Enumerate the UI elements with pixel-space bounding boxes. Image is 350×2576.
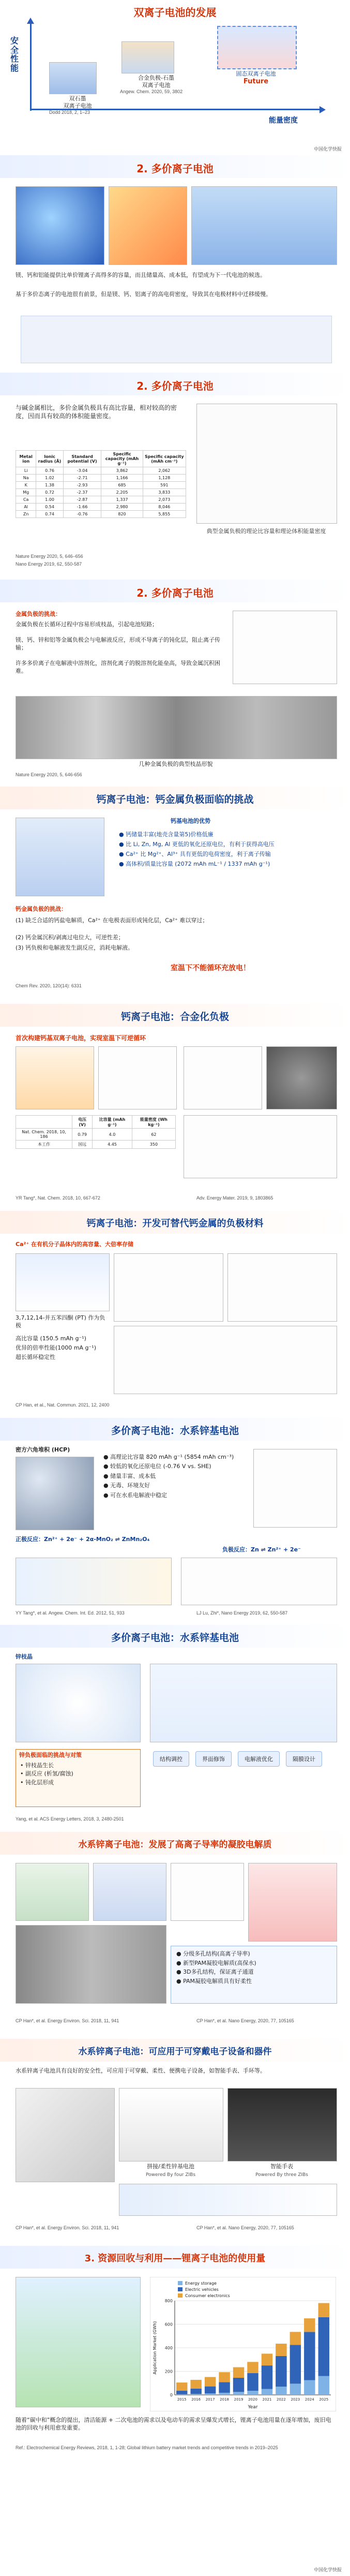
slide-title: 钙离子电池：钙金属负极面临的挑战 — [96, 794, 254, 805]
application-illustration — [191, 186, 337, 265]
y-axis-arrow — [27, 18, 34, 24]
reaction-mechanism — [16, 1558, 172, 1605]
bullet-1: 随着“碳中和”概念的提出，清洁能源 + 二次电池的需求以及电动车的需求呈爆发式增长，锂离子电池用量在逐年增加，废旧电池的回收与利用愈发重要。 — [16, 2417, 331, 2431]
slide-9 — [0, 1625, 350, 1832]
slide-2 — [0, 155, 350, 373]
advantage-item: ● 比 Li, Zn, Mg, Al 更低的氧化还原电位，有利于获得高电压 — [119, 840, 275, 848]
table-cell: -2.71 — [63, 475, 101, 482]
slide-title: 水系锌离子电池：发展了高离子导率的凝胶电解质 — [78, 1840, 272, 1850]
slide12-footer: 中国化学快报 — [313, 2568, 342, 2573]
smart-watch-photo — [227, 2088, 337, 2162]
x-tick-label: 2018 — [220, 2397, 230, 2402]
table-row — [16, 511, 186, 518]
zinc-properties — [103, 1452, 243, 1501]
y-axis-line — [30, 23, 32, 111]
xrd-chart — [184, 1046, 262, 1109]
ref-1: CP Han*, et al. Energy Environ. Sci. 2018, 11, 941 — [16, 2225, 119, 2230]
gel-point: ● PAM凝胶电解质具有好柔性 — [176, 1977, 252, 1985]
table-cell: 4.0 — [93, 1129, 132, 1141]
x-tick-label: 2025 — [319, 2397, 329, 2402]
box2-title: 合金负极-石墨 — [138, 75, 174, 81]
challenge-2: (2) 钙金属沉积/剥离过电位大，可逆性差； — [16, 934, 124, 941]
table-body — [16, 467, 186, 518]
gel-point: ● 分级多孔结构(高离子导率) — [176, 1950, 250, 1957]
conclusion: 室温下不能循环充放电！ — [171, 964, 250, 972]
property-item: ● 储量丰富、成本低 — [103, 1472, 156, 1479]
dendrite-sem-images — [16, 696, 337, 759]
bar-energy-storage — [219, 2393, 230, 2395]
heading: 首次构建钙基双离子电池，实现室温下可逆循环 — [16, 1034, 146, 1042]
x-tick-label: 2017 — [205, 2397, 215, 2402]
slide-10 — [0, 1832, 350, 2039]
gel-point: ● 新型PAM凝胶电解质(高保水) — [176, 1959, 256, 1966]
strategy-item: 界面修饰 — [195, 1751, 232, 1767]
caption-1: 拼接/柔性锌基电池 — [147, 2163, 194, 2170]
strategy-item: 电解液优化 — [238, 1751, 280, 1767]
bar-energy-storage — [233, 2392, 244, 2395]
table-cell: Li — [16, 467, 36, 475]
box3-title: 固态双离子电池 — [236, 70, 276, 77]
bar-electric-vehicles — [290, 2345, 301, 2383]
challenge-item: • 锌枝晶生长 — [20, 1761, 54, 1769]
table-cell: Nat. Chem. 2018, 10, 186 — [16, 1129, 72, 1141]
box1-ref: Dodd 2018, 2, 1–23 — [49, 110, 90, 115]
property-item: ● 高理论比容量 820 mAh g⁻¹ (5854 mAh cm⁻³) — [103, 1454, 234, 1460]
table-header-cell: 电压 (V) — [72, 1116, 93, 1129]
bar-electric-vehicles — [233, 2378, 244, 2392]
table-header-cell: 比容量 (mAh g⁻¹) — [93, 1116, 132, 1129]
bar-electric-vehicles — [318, 2317, 329, 2376]
dendrite-schematic — [150, 1664, 337, 1742]
table-cell: 62 — [132, 1129, 175, 1141]
bar-consumer-electronics — [262, 2353, 272, 2365]
positive-equation: 正极反应：Zn²⁺ + 2e⁻ + 2α-MnO₂ ⇌ ZnMn₂O₄ — [16, 1536, 150, 1543]
ref-2: CP Han*, et al. Nano Energy, 2020, 77, 105165 — [196, 2018, 294, 2023]
zinc-comparison-chart — [253, 1449, 337, 1528]
table-cell: 3,833 — [143, 489, 186, 496]
table-cell: 0.76 — [36, 467, 63, 475]
cycling-chart — [184, 1115, 337, 1178]
table-header-cell: Specific capacity (mAh g⁻¹) — [101, 451, 143, 467]
strategy-item: 隔膜设计 — [286, 1751, 322, 1767]
molecule-illustration — [16, 1253, 110, 1311]
advantage-item: ● 钙储量丰富(地壳含量第5)价格低廉 — [119, 831, 214, 838]
bar-consumer-electronics — [290, 2332, 301, 2345]
bar-electric-vehicles — [219, 2382, 230, 2392]
slide-3 — [0, 373, 350, 580]
slide-title: 多价离子电池：水系锌基电池 — [111, 1425, 239, 1437]
dual-ion-schematic — [16, 1046, 94, 1109]
box-title: 锌负极面临的挑战与对策 — [19, 1752, 82, 1758]
bar-energy-storage — [304, 2380, 315, 2395]
ref: Chem Rev. 2020, 120(14): 6331 — [16, 983, 82, 988]
radar-chart — [181, 1558, 337, 1605]
bar-energy-storage — [290, 2383, 301, 2395]
x-axis-label: 能量密度 — [269, 116, 298, 125]
x-tick-label: 2021 — [262, 2397, 272, 2402]
table-cell: K — [16, 482, 36, 489]
note-2: 高比容量 (150.5 mAh g⁻¹) — [16, 1335, 86, 1342]
gel-point: ● 3D多孔结构，保证离子通道 — [176, 1968, 254, 1976]
capacity-bar-chart — [196, 404, 337, 524]
slide-title: 2. 多价离子电池 — [136, 587, 214, 599]
challenge-item: • 副反应 (析氢/腐蚀) — [20, 1770, 73, 1778]
table-cell: 国远 — [72, 1141, 93, 1149]
conductivity-chart — [171, 1863, 244, 1921]
bar-consumer-electronics — [190, 2380, 201, 2389]
table-cell: 685 — [101, 482, 143, 489]
slide-title: 3. 资源回收与利用——锂离子电池的使用量 — [84, 2253, 266, 2264]
caption-4: Powered By three ZIBs — [255, 2172, 308, 2178]
chart-note: 典型金属负极的理论比容量和理论体积能量密度 — [206, 528, 326, 535]
calcium-cell-illustration — [16, 818, 104, 896]
table-cell: -3.04 — [63, 467, 101, 475]
table-cell: 2,980 — [101, 504, 143, 511]
table-header-cell: 能量密度 (Wh kg⁻¹) — [132, 1116, 175, 1129]
bar-consumer-electronics — [318, 2303, 329, 2317]
slide-title: 水系锌离子电池：可应用于可穿戴电子设备和器件 — [78, 2047, 272, 2057]
legend-label: Energy storage — [185, 2281, 217, 2286]
sem-image — [266, 1046, 337, 1109]
table-header-cell: Metal ion — [16, 451, 36, 467]
ion-strip — [21, 316, 332, 363]
slide-title: 钙离子电池：合金化负极 — [120, 1011, 229, 1023]
bar-consumer-electronics — [176, 2382, 187, 2391]
table-cell: 1,166 — [101, 475, 143, 482]
note-4: 超长循环稳定性 — [16, 1354, 55, 1360]
ref-1: CP Han*, et al. Energy Environ. Sci. 2018, 11, 941 — [16, 2018, 119, 2023]
y-axis-label: Application Market (GWh) — [153, 2321, 157, 2375]
slide-title: 2. 多价离子电池 — [136, 380, 214, 392]
y-tick-label: 200 — [164, 2369, 173, 2374]
bar-electric-vehicles — [205, 2387, 216, 2394]
table-row — [16, 467, 186, 475]
table-cell: 0.79 — [72, 1129, 93, 1141]
dual-graphite-illustration — [49, 62, 97, 94]
metal-table — [16, 450, 186, 518]
table-cell: Na — [16, 475, 36, 482]
challenge-box — [16, 1749, 141, 1807]
table-cell: 2,205 — [101, 489, 143, 496]
bar-energy-storage — [318, 2376, 329, 2395]
table-header-row — [16, 451, 186, 467]
heading: 金属负极的挑战： — [16, 611, 61, 617]
bullet-1: 水系锌离子电池具有良好的安全性，可应用于可穿戴、柔性、便携电子设备，如智能手表、手环等。 — [16, 2067, 266, 2074]
slide-title: 2. 多价离子电池 — [136, 162, 214, 175]
property-item: ● 较低的氧化还原电位 (-0.76 V vs. SHE) — [103, 1463, 211, 1470]
note-1: 3,7,12,14-并五苯四酮 (PT) 作为负极 — [16, 1314, 105, 1329]
negative-equation: 负极反应：Zn ⇌ Zn²⁺ + 2e⁻ — [222, 1546, 301, 1553]
structure-label: 密方六角堆积 (HCP) — [16, 1446, 70, 1453]
x-tick-label: 2024 — [305, 2397, 314, 2402]
challenge-1: (1) 缺乏合适的钙盐电解质，Ca²⁺ 在电极表面形成钝化层，Ca²⁺ 难以穿过； — [16, 917, 208, 924]
challenge-wheel — [16, 1664, 141, 1742]
slide-12 — [0, 2246, 350, 2576]
bar-comparison-chart — [248, 1863, 337, 1942]
heading-1: 锌枝晶 — [16, 1653, 33, 1660]
box2-ref: Angew. Chem. 2020, 59, 3802 — [120, 89, 183, 94]
table-cell: 2,073 — [143, 496, 186, 504]
legend-swatch — [178, 2281, 182, 2285]
table-cell: 5,855 — [143, 511, 186, 518]
table-row — [16, 482, 186, 489]
advantage-item: ● Ca²⁺ 比 Mg²⁺、Al³⁺ 具有更低的电荷密度，利于离子传输 — [119, 850, 271, 857]
bar-energy-storage — [262, 2389, 272, 2395]
ref-1: YY Tang*, et al. Angew. Chem. Int. Ed. 2012, 51, 933 — [16, 1610, 125, 1616]
ref-2: CP Han*, et al. Nano Energy, 2020, 77, 105165 — [196, 2225, 294, 2230]
table-cell: -2.93 — [63, 482, 101, 489]
bar-consumer-electronics — [247, 2362, 258, 2373]
slide-title: 多价离子电池：水系锌基电池 — [111, 1632, 239, 1644]
x-tick-label: 2016 — [191, 2397, 201, 2402]
ref-2: LJ Lu, Zhi*, Nano Energy 2019, 62, 550-587 — [196, 1610, 288, 1616]
bar-electric-vehicles — [276, 2356, 286, 2387]
ref-1: Nature Energy 2020, 5, 646–656 — [16, 554, 83, 559]
bar-energy-storage — [276, 2387, 286, 2395]
table-body — [16, 1129, 176, 1149]
caption-2: 智能手表 — [270, 2163, 293, 2170]
y-axis-label: 安全性能 — [10, 36, 19, 73]
bullet-3: 许多多价离子在电解液中溶剂化，溶剂化离子的脱溶剂化能垒高，导致金属沉积困难。 — [16, 660, 220, 674]
table-cell: 1.38 — [36, 482, 63, 489]
table-cell: -1.66 — [63, 504, 101, 511]
table-cell: 1.02 — [36, 475, 63, 482]
slide-7 — [0, 1211, 350, 1418]
table-header-cell — [16, 1116, 72, 1129]
x-tick-label: 2015 — [177, 2397, 187, 2402]
ref-2: Nano Energy 2019, 62, 550-587 — [16, 561, 82, 567]
bar-energy-storage — [247, 2391, 258, 2395]
bar-electric-vehicles — [176, 2391, 187, 2394]
legend-swatch — [178, 2293, 182, 2298]
x-tick-label: 2022 — [276, 2397, 286, 2402]
box1-title: 双石墨 — [69, 95, 86, 102]
advantage-item: ● 高体积/质量比容量 (2072 mAh mL⁻¹ / 1337 mAh g⁻¹) — [119, 860, 270, 867]
charge-discharge-chart — [114, 1253, 223, 1322]
bullet-2: 镁、钙、锌和铝等金属负极会与电解液反应，形成不导离子的钝化层，阻止离子传输； — [16, 636, 220, 651]
slide1-footer: 中国化学快报 — [313, 147, 342, 152]
ref: CP Han, et al., Nat. Commun. 2021, 12, 2400 — [16, 1402, 110, 1408]
table-cell: Zn — [16, 511, 36, 518]
x-tick-label: 2019 — [234, 2397, 244, 2402]
bar-energy-storage — [190, 2394, 201, 2395]
table-row — [16, 1129, 176, 1141]
table-header-cell: Specific capacity (mAh cm⁻³) — [143, 451, 186, 467]
ref: Nature Energy 2020, 5, 646-656 — [16, 772, 82, 777]
property-item: ● 可在水系电解液中稳定 — [103, 1491, 168, 1499]
x-axis-arrow — [319, 106, 326, 113]
y-tick-label: 400 — [164, 2346, 173, 2350]
table-cell: 1,337 — [101, 496, 143, 504]
flexible-battery-photo — [16, 2088, 115, 2182]
porous-sem-images — [16, 1925, 166, 2004]
slide-title: 钙离子电池：开发可替代钙金属的负极材料 — [86, 1218, 264, 1229]
bar-energy-storage — [205, 2393, 216, 2395]
table-cell: -0.76 — [63, 511, 101, 518]
gel-photo — [16, 1863, 89, 1921]
solid-state-illustration — [217, 26, 297, 69]
device-strip — [119, 2184, 337, 2216]
table-row — [16, 475, 186, 482]
bar-electric-vehicles — [247, 2373, 258, 2391]
table-cell: 本工作 — [16, 1141, 72, 1149]
y-tick-label: 0 — [170, 2393, 173, 2397]
bar-electric-vehicles — [304, 2332, 315, 2380]
table-cell: 591 — [143, 482, 186, 489]
y-tick-label: 800 — [164, 2299, 173, 2303]
y-tick-label: 600 — [164, 2322, 173, 2327]
market-bar-chart — [150, 2277, 336, 2411]
challenge-item: • 钝化层形成 — [20, 1779, 54, 1786]
bullet-1: 与碱金属相比，多价金属负极具有高比容量，相对较高的密度，因而具有较高的体积能量密度。 — [16, 404, 177, 420]
table-row — [16, 496, 186, 504]
comparison-table — [16, 1115, 176, 1149]
slide-8 — [0, 1418, 350, 1625]
table-cell: Mg — [16, 489, 36, 496]
gel-points — [171, 1946, 337, 1989]
table-row — [16, 1141, 176, 1149]
ref: Ref.: Electrochemical Energy Reviews, 2018, 1, 1-28; Global lithium battery market trends and competitive trends in 2019–2025 — [16, 2445, 278, 2450]
table-row — [16, 489, 186, 496]
bar-consumer-electronics — [205, 2377, 216, 2386]
table-cell: 8,046 — [143, 504, 186, 511]
table-cell: Ca — [16, 496, 36, 504]
advantage-list — [119, 829, 336, 870]
table-cell: 0.54 — [36, 504, 63, 511]
caption-3: Powered By four ZIBs — [145, 2172, 196, 2178]
property-item: ● 无毒、环境友好 — [103, 1482, 150, 1489]
table-cell: 1.00 — [36, 496, 63, 504]
spliced-battery-photo — [119, 2088, 223, 2162]
bullet-1: 镁、钙和铝能提供比单价锂离子高得多的容量，而且储量高、成本低，有望成为下一代电池的候选。 — [16, 272, 266, 278]
bar-electric-vehicles — [190, 2389, 201, 2394]
slide-11 — [0, 2039, 350, 2246]
slide-4 — [0, 580, 350, 787]
bar-electric-vehicles — [262, 2365, 272, 2389]
table-cell: 350 — [132, 1141, 175, 1149]
bullet-1: 金属负极在长循环过程中容易形成枝晶，引起电池短路； — [16, 621, 158, 628]
table-row — [16, 504, 186, 511]
table-cell: -2.37 — [63, 489, 101, 496]
table-header-cell: Standard potential (V) — [63, 451, 101, 467]
legend-label: Electric vehicles — [185, 2287, 219, 2292]
battery-illustration — [109, 186, 187, 265]
ion-illustration — [16, 186, 104, 265]
challenge-title: 钙金属负极的挑战： — [16, 906, 67, 912]
table-cell: Al — [16, 504, 36, 511]
gel-network — [93, 1863, 166, 1921]
x-axis-label: Year — [248, 2405, 258, 2410]
alloy-graphite-illustration — [121, 41, 174, 73]
table-cell: -2.87 — [63, 496, 101, 504]
bar-consumer-electronics — [233, 2367, 244, 2378]
strategy-item: 结构调控 — [153, 1751, 189, 1767]
x-tick-label: 2023 — [291, 2397, 300, 2402]
voltage-profile-chart — [98, 1046, 177, 1109]
table-cell: 820 — [101, 511, 143, 518]
table-cell: 2,062 — [143, 467, 186, 475]
note-3: 优异的倍率性能(1000 mA g⁻¹) — [16, 1344, 97, 1351]
box2-sub: 双离子电池 — [142, 82, 171, 88]
challenge-3: (3) 钙负极和电解液发生副反应，消耗电解液。 — [16, 944, 134, 951]
slide-5 — [0, 787, 350, 1004]
table-cell: 0.72 — [36, 489, 63, 496]
hcp-structure — [16, 1457, 94, 1530]
bar-consumer-electronics — [304, 2318, 315, 2332]
points-box — [171, 1946, 337, 2004]
bar-consumer-electronics — [276, 2344, 286, 2356]
slide-title: 双离子电池的发展 — [133, 6, 217, 19]
table-header-cell: Ionic radius (Å) — [36, 451, 63, 467]
bullet-2: 基于多价态离子的电池很有前景，但是镁、钙、铝离子的高电荷密度，导致其在电极材料中迁移缓慢。 — [16, 291, 271, 298]
long-cycling-chart — [114, 1326, 337, 1394]
bullet-1: Ca²⁺ 在有机分子晶体内的高容量、大倍率存储 — [16, 1241, 133, 1248]
bar-consumer-electronics — [219, 2372, 230, 2382]
slide-1 — [0, 0, 350, 156]
box1-sub: 双离子电池 — [63, 102, 92, 109]
rate-chart — [227, 1253, 337, 1322]
legend-label: Consumer electronics — [185, 2293, 230, 2298]
ref-1: YR Tang*, Nat. Chem. 2018, 10, 667-672 — [16, 1195, 100, 1201]
challenge-items — [16, 1761, 140, 1787]
legend-swatch — [178, 2287, 182, 2291]
table-cell: 0.74 — [36, 511, 63, 518]
slide-6 — [0, 1004, 350, 1211]
bar-energy-storage — [176, 2394, 187, 2395]
table-cell: 1,128 — [143, 475, 186, 482]
ref: Yang, et al. ACS Energy Letters, 2018, 3, 2480-2501 — [16, 1816, 124, 1822]
overpotential-chart — [233, 611, 337, 684]
table-cell: 4.45 — [93, 1141, 132, 1149]
strategy-items — [150, 1749, 336, 1769]
table-header-row — [16, 1116, 176, 1129]
table-cell: 3,862 — [101, 467, 143, 475]
carbon-neutral-illustration — [16, 2277, 141, 2407]
box3-sub: Future — [243, 78, 269, 85]
caption: 几种金属负极的典型枝晶形貌 — [139, 761, 213, 767]
adv-title: 钙基电池的优势 — [171, 818, 210, 824]
ref-2: Adv. Energy Mater. 2019, 9, 1803865 — [196, 1195, 273, 1201]
x-tick-label: 2020 — [248, 2397, 257, 2402]
